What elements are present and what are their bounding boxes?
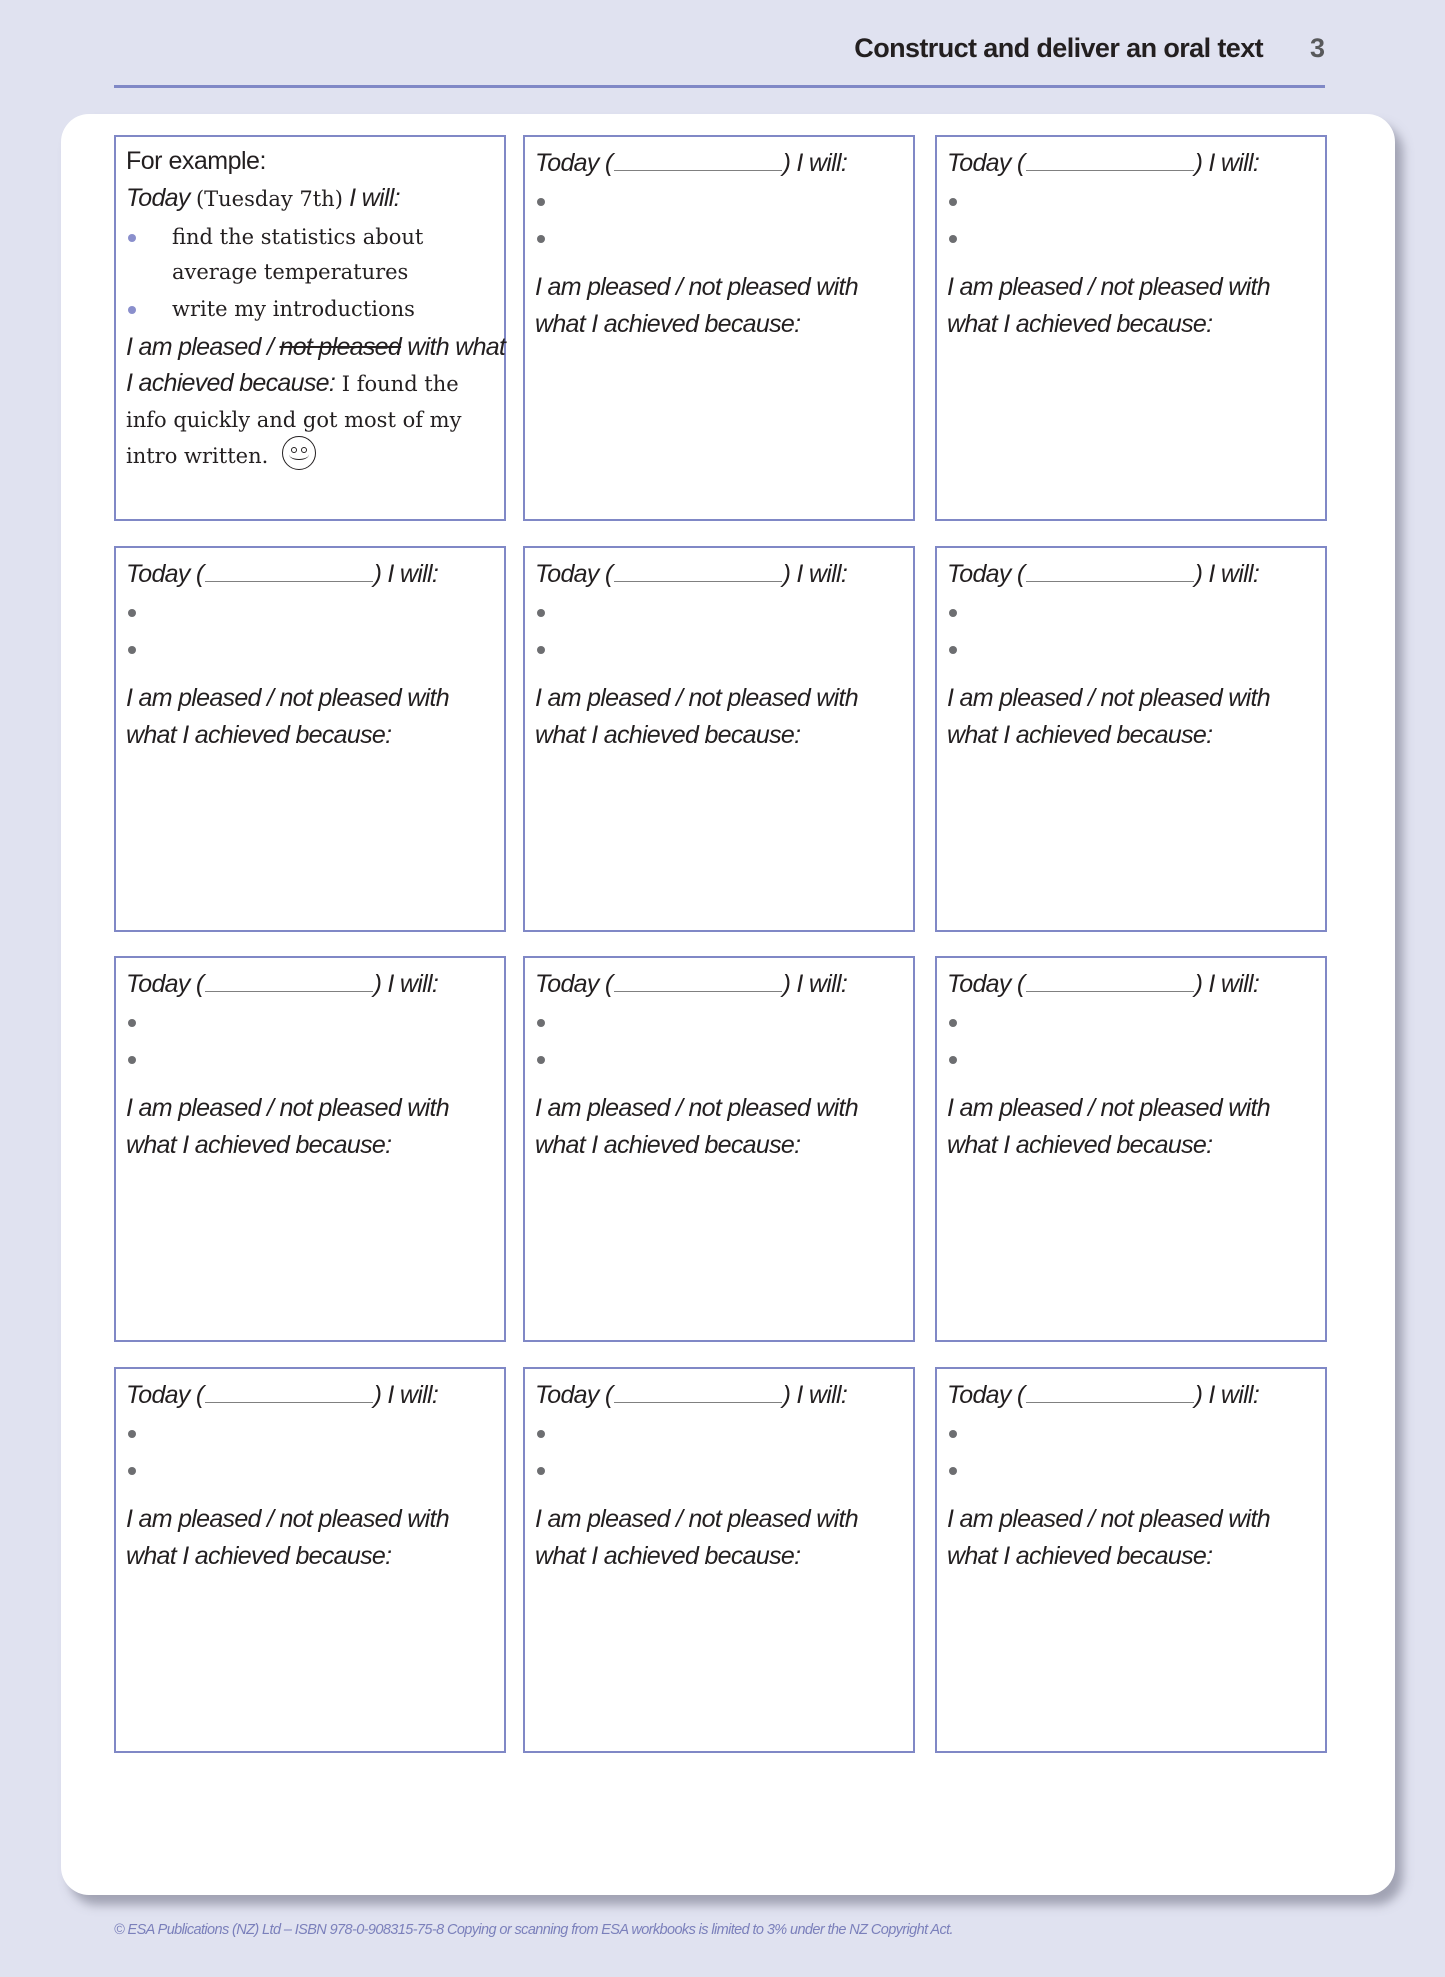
pleased-line-2: what I achieved because: (535, 1131, 801, 1159)
bullet-icon (128, 1019, 136, 1027)
today-close: ) I will: (782, 970, 848, 998)
page-number: 3 (1309, 33, 1325, 63)
today-open: Today ( (947, 149, 1025, 177)
date-blank[interactable] (614, 580, 782, 582)
pleased-line-2: what I achieved because: (947, 721, 1213, 749)
example-date: (Tuesday 7th) (195, 187, 343, 211)
pleased-line-1: I am pleased / not pleased with (947, 684, 1270, 712)
today-close: ) I will: (1194, 970, 1260, 998)
pleased-prefix: I am pleased / (126, 333, 280, 361)
pleased-line-2: what I achieved because: (126, 721, 392, 749)
example-intro: For example: (126, 147, 266, 175)
reflection-box[interactable] (523, 956, 915, 1342)
today-line (535, 966, 905, 1003)
bullet-icon (128, 646, 136, 654)
pleased-suffix: with what (401, 333, 506, 361)
bullet-icon (949, 198, 957, 206)
bullet-icon (128, 234, 136, 242)
today-line (126, 966, 496, 1003)
bullet-icon (537, 1430, 545, 1438)
today-close: ) I will: (1194, 149, 1260, 177)
bullet-icon (128, 1056, 136, 1064)
bullet-icon (537, 235, 545, 243)
today-open: Today ( (126, 560, 204, 588)
achieved-label: I achieved because: (126, 369, 336, 397)
pleased-line-1: I am pleased / not pleased with (126, 1505, 449, 1533)
bullet-icon (949, 1056, 957, 1064)
example-pleased-line (126, 329, 506, 365)
today-line (126, 1377, 496, 1414)
struck-text: not pleased (279, 333, 402, 361)
example-item (126, 220, 496, 290)
today-open: Today ( (126, 970, 204, 998)
pleased-line-1: I am pleased / not pleased with (126, 1094, 449, 1122)
today-open: Today ( (947, 970, 1025, 998)
today-close: ) I will: (1194, 560, 1260, 588)
bullet-icon (537, 1019, 545, 1027)
date-blank[interactable] (205, 580, 373, 582)
today-label: Today (126, 184, 190, 212)
pleased-line-2: what I achieved because: (947, 1131, 1213, 1159)
pleased-line-2: what I achieved because: (947, 310, 1213, 338)
bullet-icon (949, 1430, 957, 1438)
date-blank[interactable] (614, 1401, 782, 1403)
pleased-line-1: I am pleased / not pleased with (126, 684, 449, 712)
date-blank[interactable] (205, 990, 373, 992)
today-open: Today ( (947, 560, 1025, 588)
today-line (947, 556, 1317, 593)
reflection-box[interactable] (114, 1367, 506, 1753)
today-close: ) I will: (782, 1381, 848, 1409)
pleased-line-1: I am pleased / not pleased with (535, 1094, 858, 1122)
pleased-line-2: what I achieved because: (535, 310, 801, 338)
today-line (947, 1377, 1317, 1414)
today-close: ) I will: (782, 149, 848, 177)
date-blank[interactable] (1026, 169, 1194, 171)
date-blank[interactable] (205, 1401, 373, 1403)
reflection-box[interactable] (935, 135, 1327, 521)
pleased-line-1: I am pleased / not pleased with (947, 1094, 1270, 1122)
reflection-box[interactable] (114, 546, 506, 932)
pleased-line-2: what I achieved because: (947, 1542, 1213, 1570)
will-label: I will: (349, 184, 400, 212)
smiley-icon (282, 436, 316, 470)
today-open: Today ( (947, 1381, 1025, 1409)
copyright-footer: © ESA Publications (NZ) Ltd – ISBN 978-0-908315-75-8 Copying or scanning from ESA workbooks is limited to 3% under the NZ Copyright Act. (114, 1922, 953, 1938)
reflection-box[interactable] (523, 546, 915, 932)
bullet-icon (537, 1467, 545, 1475)
today-open: Today ( (126, 1381, 204, 1409)
today-close: ) I will: (373, 1381, 439, 1409)
date-blank[interactable] (1026, 580, 1194, 582)
today-line (126, 556, 496, 593)
bullet-icon (537, 646, 545, 654)
pleased-line-1: I am pleased / not pleased with (535, 684, 858, 712)
bullet-icon (128, 306, 136, 314)
bullet-icon (949, 646, 957, 654)
pleased-line-2: what I achieved because: (126, 1131, 392, 1159)
date-blank[interactable] (1026, 1401, 1194, 1403)
bullet-icon (949, 609, 957, 617)
today-close: ) I will: (373, 560, 439, 588)
reflection-box[interactable] (523, 1367, 915, 1753)
pleased-line-1: I am pleased / not pleased with (535, 1505, 858, 1533)
bullet-icon (949, 1467, 957, 1475)
example-reason-block (126, 365, 502, 476)
date-blank[interactable] (1026, 990, 1194, 992)
example-reason: I found the info quickly and got most of my intro written. (126, 372, 462, 468)
today-line (947, 145, 1317, 182)
bullet-icon (537, 1056, 545, 1064)
page-header (114, 0, 1325, 88)
reflection-box[interactable] (523, 135, 915, 521)
pleased-line-2: what I achieved because: (535, 721, 801, 749)
date-blank[interactable] (614, 990, 782, 992)
today-close: ) I will: (1194, 1381, 1260, 1409)
today-line (947, 966, 1317, 1003)
date-blank[interactable] (614, 169, 782, 171)
example-item-text: write my introductions (172, 297, 415, 321)
reflection-box[interactable] (935, 956, 1327, 1342)
example-item (126, 292, 496, 327)
bullet-icon (537, 198, 545, 206)
bullet-icon (949, 1019, 957, 1027)
reflection-box[interactable] (935, 546, 1327, 932)
today-open: Today ( (535, 149, 613, 177)
today-line (535, 556, 905, 593)
today-line (535, 1377, 905, 1414)
bullet-icon (128, 609, 136, 617)
bullet-icon (949, 235, 957, 243)
today-line (535, 145, 905, 182)
example-item-text: find the statistics about average temperatures (172, 225, 424, 284)
today-close: ) I will: (782, 560, 848, 588)
example-box (114, 135, 506, 521)
today-open: Today ( (535, 970, 613, 998)
example-today-line (126, 180, 496, 218)
pleased-line-1: I am pleased / not pleased with (535, 273, 858, 301)
today-open: Today ( (535, 1381, 613, 1409)
reflection-box[interactable] (935, 1367, 1327, 1753)
chapter-title: Construct and deliver an oral text (854, 33, 1263, 63)
today-close: ) I will: (373, 970, 439, 998)
today-open: Today ( (535, 560, 613, 588)
bullet-icon (128, 1430, 136, 1438)
pleased-line-1: I am pleased / not pleased with (947, 273, 1270, 301)
bullet-icon (128, 1467, 136, 1475)
reflection-box[interactable] (114, 956, 506, 1342)
pleased-line-2: what I achieved because: (126, 1542, 392, 1570)
pleased-line-1: I am pleased / not pleased with (947, 1505, 1270, 1533)
pleased-line-2: what I achieved because: (535, 1542, 801, 1570)
bullet-icon (537, 609, 545, 617)
